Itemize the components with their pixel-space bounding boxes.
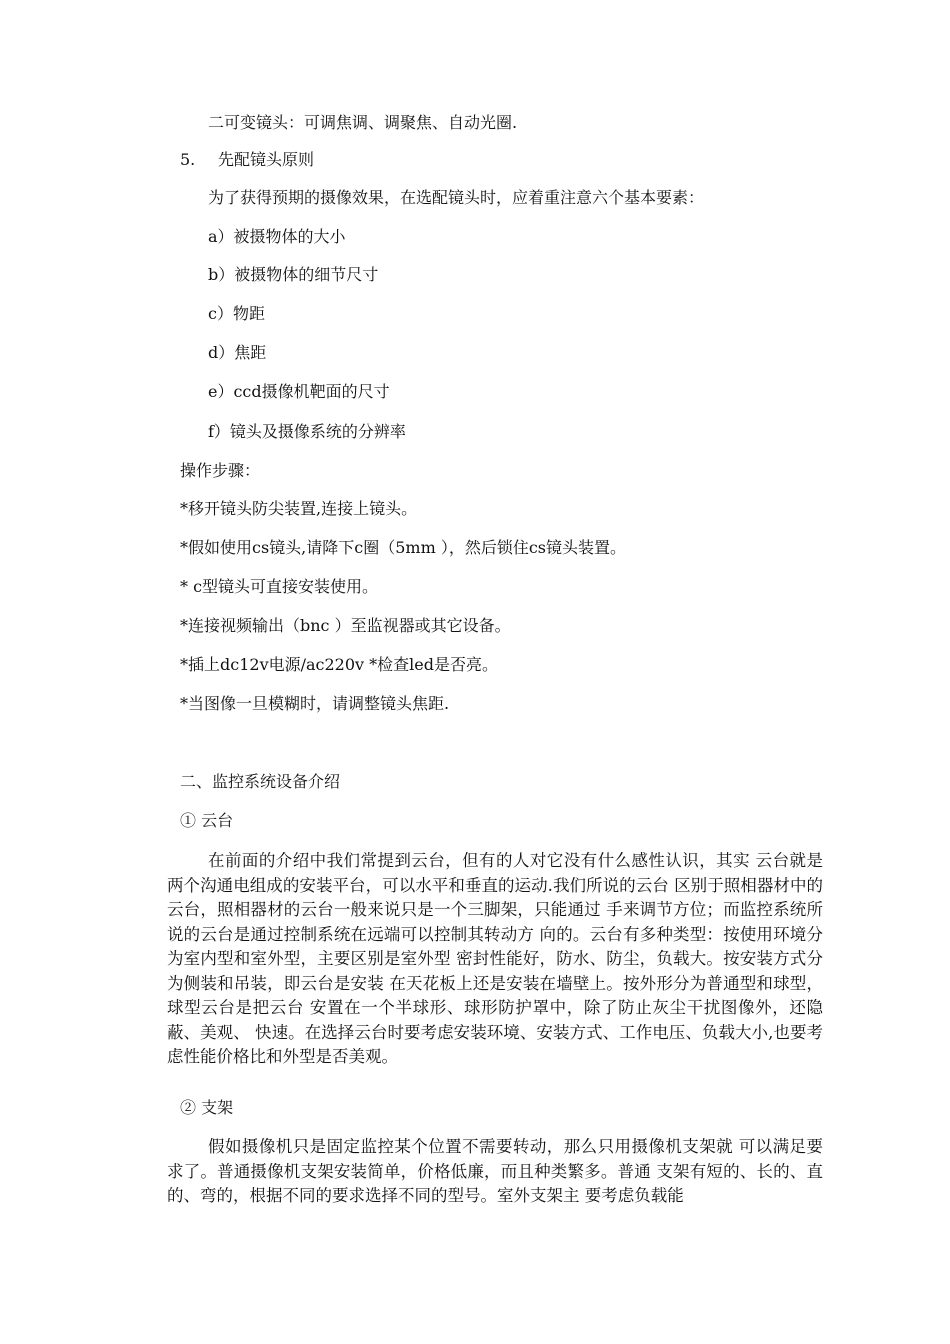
variable-lens-line: 二可变镜头：可调焦调、调聚焦、自动光圈. [208, 113, 518, 132]
step-item: *连接视频输出（bnc ）至监视器或其它设备。 [180, 616, 511, 635]
principle-heading [180, 150, 314, 170]
step-item: *当图像一旦模糊时，请调整镜头焦距. [180, 694, 450, 713]
factor-item: b）被摄物体的细节尺寸 [208, 265, 379, 284]
factor-item: a）被摄物体的大小 [208, 227, 346, 246]
factor-item: d）焦距 [208, 343, 267, 362]
principle-title: 先配镜头原则 [218, 150, 315, 169]
steps-heading: 操作步骤： [180, 461, 261, 480]
bracket-heading: ② 支架 [180, 1098, 234, 1117]
factor-item: e）ccd摄像机靶面的尺寸 [208, 382, 390, 401]
principle-intro: 为了获得预期的摄像效果，在选配镜头时，应着重注意六个基本要素： [208, 188, 705, 207]
pan-tilt-paragraph: 在前面的介绍中我们常提到云台，但有的人对它没有什么感性认识，其实 云台就是两个沟通电组成的安装平台，可以水平和垂直的运动.我们所说的云台 区别于照相器材中的云台，照相器材的云台一般来说只是一个三脚架，只能通过 手来调节方位；而监控系统所说的云台是通过控制系统在远端可以控制其转动方 向的。云台有多种类型：按使用环境分为室内型和室外型，主要区别是室外型 密封性能好，防水、防尘，负载大。按安装方式分为侧装和吊装，即云台是安装 在天花板上还是安装在墙壁上。按外形分为普通型和球型，球型云台是把云台 安置在一个半球形、球形防护罩中，除了防止灰尘干扰图像外，还隐蔽、美观、 快速。在选择云台时要考虑安装环境、安装方式、工作电压、负载大小,也要考 虑性能价格比和外型是否美观。 [167, 851, 823, 1066]
bracket-paragraph: 假如摄像机只是固定监控某个位置不需要转动，那么只用摄像机支架就 可以满足要求了。普通摄像机支架安装简单，价格低廉，而且种类繁多。普通 支架有短的、长的、直的、弯的，根据不同的要求选择不同的型号。室外支架主 要考虑负载能 [167, 1137, 823, 1205]
factor-item: c）物距 [208, 304, 265, 323]
step-item: *移开镜头防尖装置,连接上镜头。 [180, 499, 418, 518]
pan-tilt-heading: ① 云台 [180, 811, 234, 830]
step-item: *假如使用cs镜头,请降下c圈（5mm ），然后锁住cs镜头装置。 [180, 538, 627, 557]
step-item: *插上dc12v电源/ac220v *检查led是否亮。 [180, 655, 498, 674]
step-item: * c型镜头可直接安装使用。 [180, 577, 379, 596]
section-heading: 二、监控系统设备介绍 [180, 772, 341, 791]
principle-number: 5. [180, 150, 196, 169]
factor-item: f）镜头及摄像系统的分辨率 [208, 422, 406, 441]
